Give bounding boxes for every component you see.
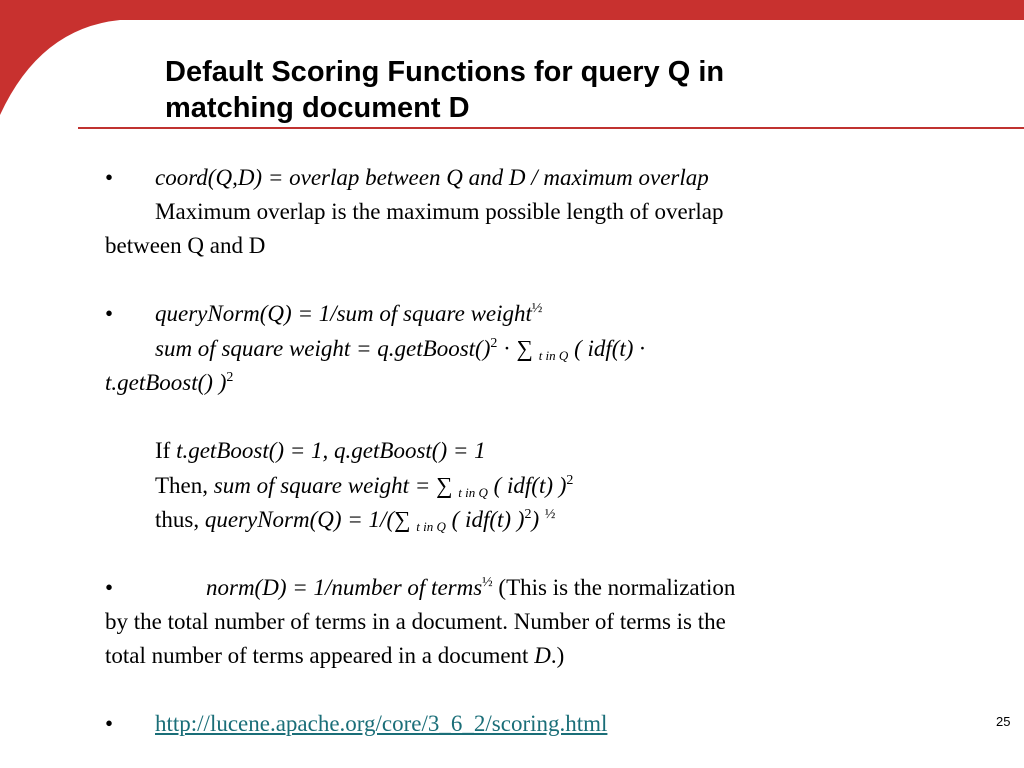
title-line-2: matching document D [165, 92, 470, 124]
bullet-norm: • [105, 575, 114, 600]
page-number: 25 [996, 714, 1011, 729]
sum-of-square-weight-line: sum of square weight = q.getBoost()$^2$ · ∑ $_{t in Q}$ ( idf(t) · [155, 336, 645, 363]
bullet-querynorm: • [105, 301, 114, 326]
coord-description-line1: Maximum overlap is the maximum possible length of overlap [155, 199, 724, 224]
norm-formula-line: norm(D) = 1/number of terms$^{\frac{1}{2}}$ (This is the normalization [206, 575, 736, 600]
coord-description-line2: between Q and D [105, 233, 266, 258]
bullet-coord: • [105, 165, 114, 190]
sum-of-square-weight-continuation: t.getBoost() )$^2$ [105, 370, 234, 395]
reference-link-line [155, 710, 607, 738]
lucene-scoring-link[interactable]: http://lucene.apache.org/core/3_6_2/scoring.html [155, 711, 608, 736]
slide-title [165, 54, 945, 126]
bullet-link: • [105, 711, 114, 736]
querynorm-formula: queryNorm(Q) = 1/sum of square weight$^{\frac{1}{2}}$ [155, 301, 543, 326]
title-line-1: Default Scoring Functions for query Q in [165, 56, 725, 88]
if-condition-line: If t.getBoost() = 1, q.getBoost() = 1 [155, 438, 486, 463]
norm-description-line2: by the total number of terms in a document. Number of terms is the [105, 609, 726, 634]
thus-line: thus, queryNorm(Q) = 1/(∑ $_{t in Q}$ ( idf(t) )$^2$) $^{\frac{1}{2}}$ [155, 507, 556, 534]
title-underline-rule [78, 127, 1024, 129]
coord-formula: coord(Q,D) = overlap between Q and D / maximum overlap [155, 165, 709, 190]
then-line: Then, sum of square weight = ∑ $_{t in Q}$ ( idf(t) )$^2$ [155, 473, 574, 500]
norm-description-line3: total number of terms appeared in a document D.) [105, 643, 565, 668]
